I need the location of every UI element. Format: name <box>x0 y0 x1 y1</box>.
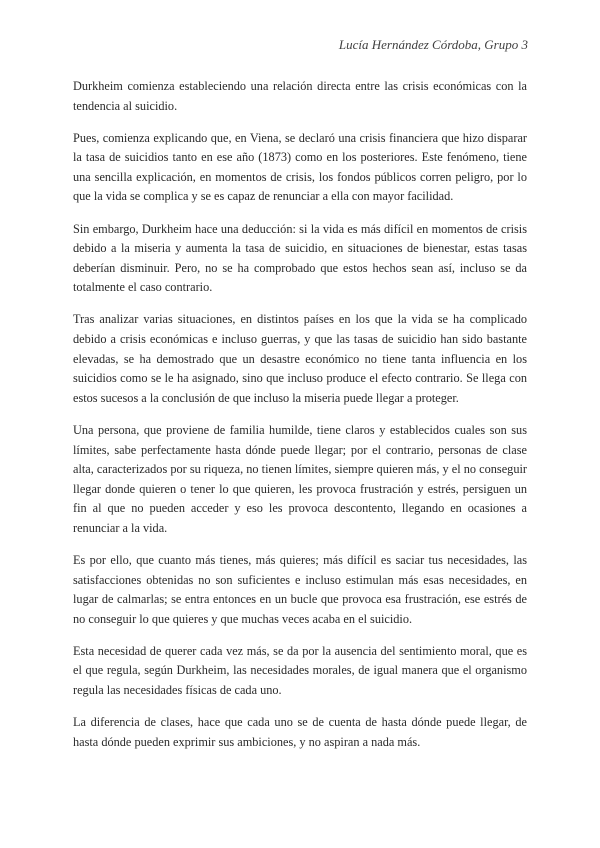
paragraph-1: Durkheim comienza estableciendo una relación directa entre las crisis económicas con la tendencia al suicidio. <box>73 79 527 113</box>
paragraph-4: Tras analizar varias situaciones, en distintos países en los que la vida se ha complicado debido a crisis económicas e incluso guerras, y que las tasas de suicidio han sido bastante elevadas, se ha demostrado que un desastre económico no tiene tanta influencia en los suicidios como se le ha asignado, sino que incluso produce el efecto contrario. Se llega con estos sucesos a la conclusión de que incluso la miseria puede llegar a proteger. <box>73 312 527 405</box>
paragraph-5: Una persona, que proviene de familia humilde, tiene claros y establecidos cuales son sus límites, sabe perfectamente hasta dónde puede llegar; por el contrario, personas de clase alta, caracterizados por su riqueza, no tienen límites, siempre quieren más, y el no conseguir llegar donde quieren o tener lo que quieren, les provoca frustración y estrés, persiguen un fin al que no pueden acceder y eso les provoca descontento, llegando en ocasiones a renunciar a la vida. <box>73 422 527 535</box>
running-header: Lucía Hernández Córdoba, Grupo 3 <box>338 37 528 52</box>
document-body <box>73 77 527 765</box>
paragraph-7: Esta necesidad de querer cada vez más, se da por la ausencia del sentimiento moral, que es el que regula, según Durkheim, las necesidades morales, de igual manera que el organismo regula las necesidades físicas de cada uno. <box>73 643 527 698</box>
paragraph-3: Sin embargo, Durkheim hace una deducción: si la vida es más difícil en momentos de crisis debido a la miseria y aumenta la tasa de suicidio, en situaciones de bienestar, estas tasas deberían disminuir. Pero, no se ha comprobado que estos hechos sean así, incluso se da totalmente el caso contrario. <box>73 221 527 295</box>
paragraph-2: Pues, comienza explicando que, en Viena, se declaró una crisis financiera que hizo disparar la tasa de suicidios tanto en ese año (1873) como en los posteriores. Este fenómeno, tiene una sencilla explicación, en momentos de crisis, los fondos públicos corren peligro, por lo que la vida se complica y se es capaz de renunciar a ella con mayor facilidad. <box>73 130 527 204</box>
paragraph-6: Es por ello, que cuanto más tienes, más quieres; más difícil es saciar tus necesidades, las satisfacciones obtenidas no son suficientes e incluso estimulan más esas necesidades, en lugar de calmarlas; se entra entonces en un bucle que provoca esa frustración, ese estrés de no conseguir lo que quieres y que muchas veces acaba en el suicidio. <box>73 552 527 626</box>
paragraph-8: La diferencia de clases, hace que cada uno se de cuenta de hasta dónde puede llegar, de hasta dónde pueden exprimir sus ambiciones, y no aspiran a nada más. <box>73 715 527 749</box>
